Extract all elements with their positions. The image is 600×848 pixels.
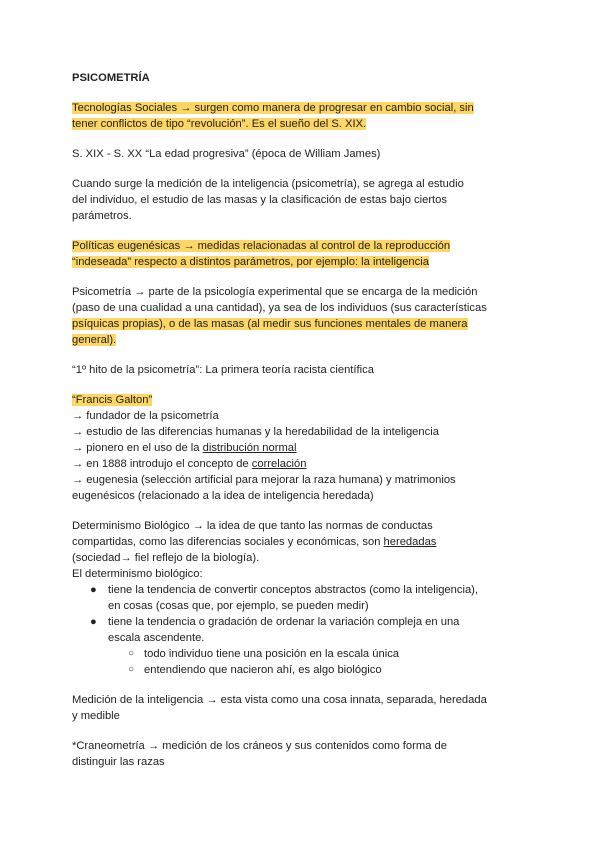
link-heredadas[interactable]: heredadas: [383, 536, 437, 548]
text-line: (sociedad→ fiel reflejo de la biología).: [72, 552, 260, 564]
paragraph-medicion: [72, 176, 532, 224]
paragraph-medicion-inteligencia: [72, 692, 532, 724]
text-line: distinguir las razas: [72, 756, 165, 768]
text-line: Medición de la inteligencia → esta vista como una cosa innata, separada, heredada: [72, 694, 487, 706]
list-item: ○ entendiendo que nacieron ahí, es algo biológico: [128, 664, 382, 676]
link-correlacion[interactable]: correlación: [251, 458, 307, 470]
galton-item: → estudio de las diferencias humanas y la heredabilidad de la inteligencia: [72, 426, 439, 438]
highlight-line: “indeseada” respecto a distintos parámetros, por ejemplo: la inteligencia: [72, 256, 429, 268]
text-line: compartidas, como las diferencias sociales y económicas, son: [72, 536, 384, 548]
link-distribucion-normal[interactable]: distribución normal: [202, 442, 297, 454]
highlight-line: psíquicas propias), o de las masas (al medir sus funciones mentales de manera: [72, 318, 468, 330]
list-item: ● tiene la tendencia o gradación de ordenar la variación compleja en una escala ascendente.: [90, 616, 460, 644]
highlight-line: general).: [72, 334, 117, 346]
determinismo-intro: [72, 518, 532, 582]
bullet-icon: ●: [90, 584, 97, 596]
galton-item: → pionero en el uso de la: [72, 442, 203, 454]
text-line: El determinismo biológico:: [72, 568, 203, 580]
text-line: *Craneometría → medición de los cráneos y sus contenidos como forma de: [72, 740, 447, 752]
paragraph-psicometria: [72, 284, 532, 348]
text-line: y medible: [72, 710, 120, 722]
highlight-line: Políticas eugenésicas → medidas relacionadas al control de la reproducción: [72, 240, 451, 252]
section-galton: [72, 392, 532, 504]
galton-item: eugenésicos (relacionado a la idea de inteligencia heredada): [72, 490, 374, 502]
paragraph-epoca: S. XIX - S. XX “La edad progresiva” (época de William James): [72, 148, 381, 160]
text-line: Cuando surge la medición de la inteligencia (psicometría), se agrega al estudio: [72, 178, 464, 190]
page-title: PSICOMETRÍA: [72, 72, 150, 84]
highlight-line: tener conflictos de tipo “revolución”. Es el sueño del S. XIX.: [72, 118, 367, 130]
text-line: Determinismo Biológico → la idea de que tanto las normas de conductas: [72, 520, 433, 532]
galton-item: → en 1888 introdujo el concepto de: [72, 458, 252, 470]
bullet-list: [72, 582, 532, 678]
bullet-icon: ●: [90, 616, 97, 628]
text-line: Psicometría → parte de la psicología experimental que se encarga de la medición: [72, 286, 478, 298]
list-item: ● tiene la tendencia de convertir conceptos abstractos (como la inteligencia), en cosas (cosas que, por ejemplo, se pueden medir): [90, 584, 479, 612]
document-content: [72, 70, 532, 770]
text-line: (paso de una cualidad a una cantidad), ya sea de los individuos (sus características: [72, 302, 487, 314]
galton-item: → fundador de la psicometría: [72, 410, 219, 422]
circle-bullet-icon: ○: [128, 664, 135, 675]
paragraph-eugenesicas: [72, 238, 532, 270]
text-line: del individuo, el estudio de las masas y la clasificación de estas bajo ciertos: [72, 194, 447, 206]
paragraph-craneometria: [72, 738, 532, 770]
text-line: parámetros.: [72, 210, 132, 222]
circle-bullet-icon: ○: [128, 648, 135, 659]
highlight-line: Tecnologías Sociales → surgen como manera de progresar en cambio social, sin: [72, 102, 474, 114]
galton-item: → eugenesia (selección artificial para mejorar la raza humana) y matrimonios: [72, 474, 456, 486]
galton-heading: “Francis Galton”: [72, 394, 153, 406]
list-item: ○ todo individuo tiene una posición en la escala única: [128, 648, 400, 660]
paragraph-tecnologias: [72, 100, 532, 132]
section-determinismo: [72, 518, 532, 678]
paragraph-hito: “1º hito de la psicometría”: La primera teoría racista científica: [72, 364, 374, 376]
